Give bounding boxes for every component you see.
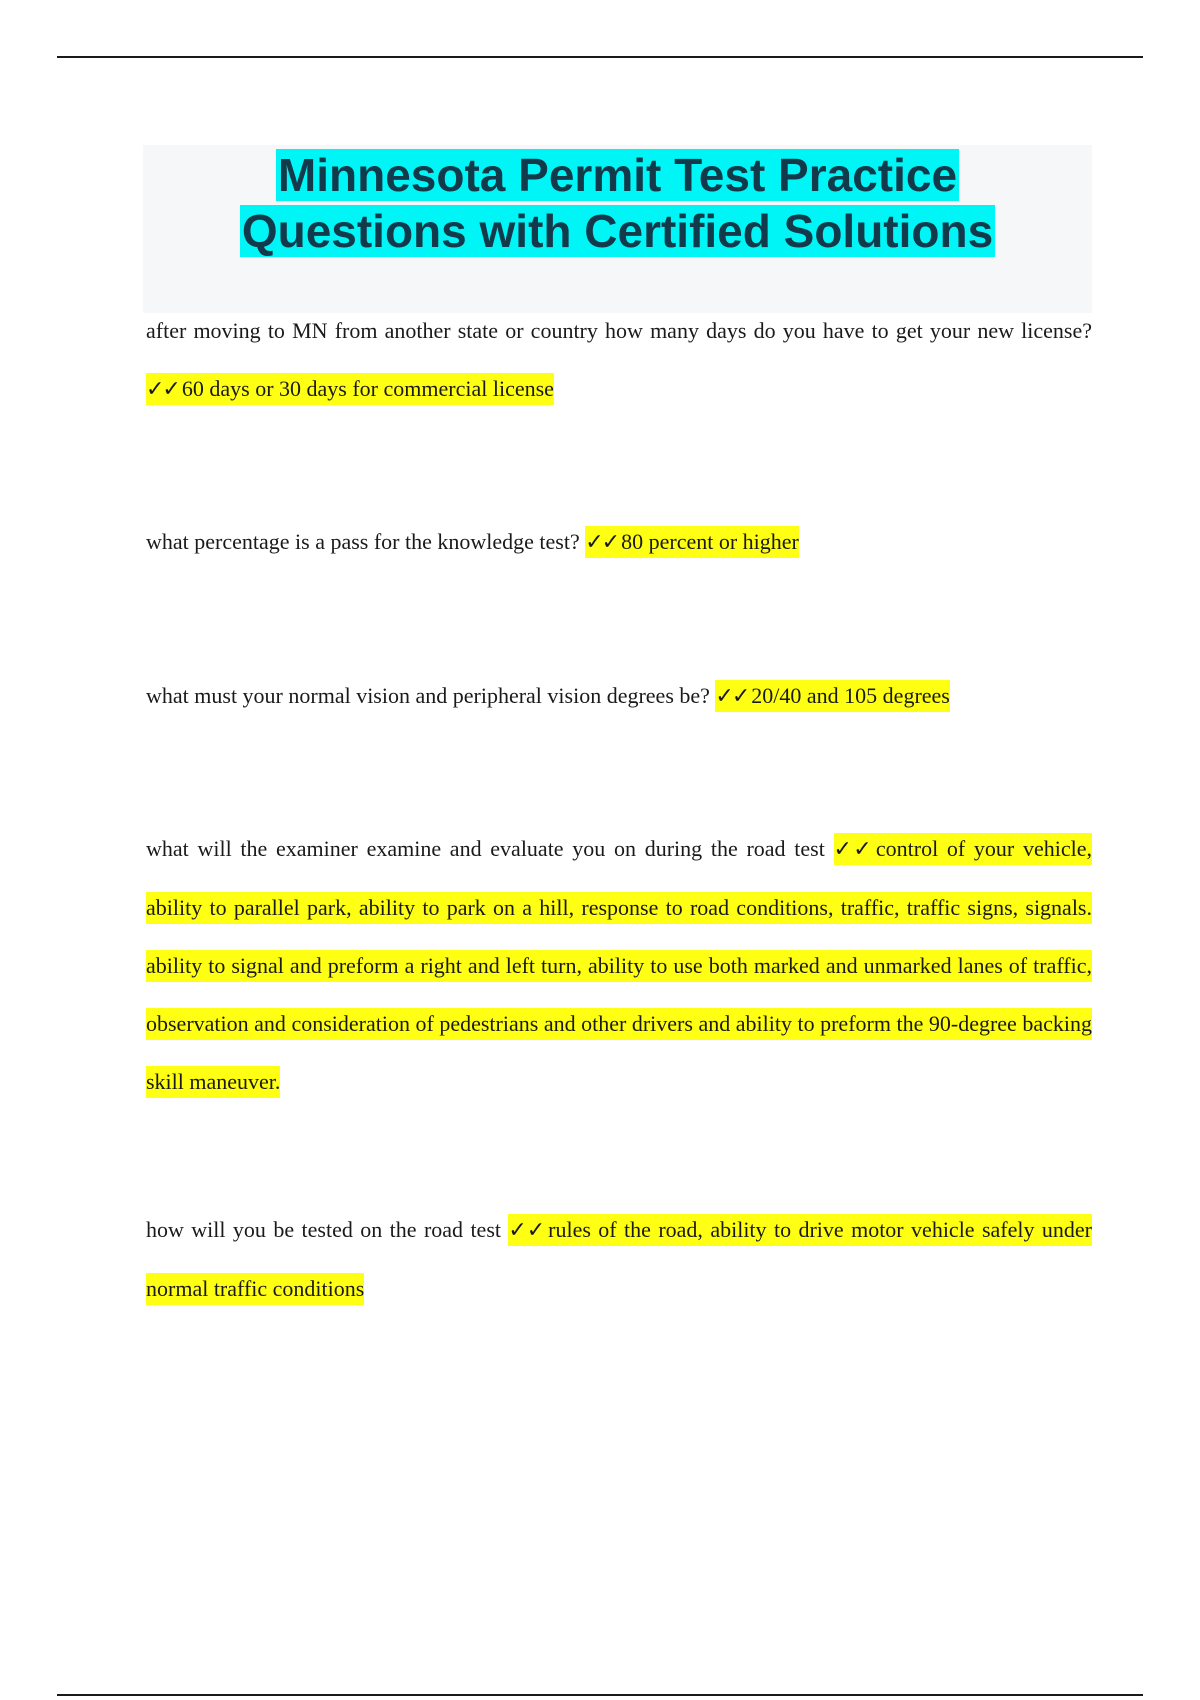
double-check-icon: ✓✓ [508, 1218, 546, 1243]
qa-list [146, 302, 1092, 1318]
question-text: what must your normal vision and peripheral vision degrees be? [146, 683, 710, 708]
question-text: after moving to MN from another state or country how many days do you have to get your new license? [146, 318, 1092, 343]
qa-item-3 [146, 667, 1092, 726]
answer-highlight [715, 680, 949, 712]
qa-item-2 [146, 513, 1092, 572]
title-box [143, 145, 1092, 313]
answer-text: rules of the road, ability to drive motor vehicle safely under normal traffic conditions [146, 1217, 1093, 1301]
answer-text: 60 days or 30 days for commercial license [181, 376, 554, 401]
answer-highlight [146, 833, 1092, 1098]
top-rule [57, 56, 1143, 58]
answer-highlight [146, 373, 554, 405]
qa-item-4 [146, 820, 1092, 1111]
question-text: how will you be tested on the road test [146, 1217, 501, 1242]
title-line-1: Minnesota Permit Test Practice [277, 149, 958, 201]
qa-item-5 [146, 1201, 1092, 1318]
answer-text: 80 percent or higher [621, 529, 799, 554]
title-line-2: Questions with Certified Solutions [241, 205, 994, 257]
answer-text: 20/40 and 105 degrees [751, 683, 950, 708]
question-text: what will the examiner examine and evaluate you on during the road test [146, 836, 825, 861]
answer-text: control of your vehicle, ability to parallel park, ability to park on a hill, response to road conditions, traffic, traffic signs, signals. ability to signal and preform a right and left turn, ability to use both marked and unmarked lanes of traffic, observation and consideration of pedestrians and other drivers and ability to preform the 90-degree backing skill maneuver. [146, 836, 1092, 1094]
double-check-icon: ✓✓ [715, 684, 749, 709]
qa-item-1 [146, 302, 1092, 419]
question-text: what percentage is a pass for the knowledge test? [146, 529, 580, 554]
bottom-rule [57, 1694, 1143, 1696]
double-check-icon: ✓✓ [585, 530, 619, 555]
page-title [143, 145, 1092, 259]
double-check-icon: ✓✓ [146, 377, 179, 402]
double-check-icon: ✓✓ [833, 837, 873, 862]
answer-highlight [585, 526, 799, 558]
